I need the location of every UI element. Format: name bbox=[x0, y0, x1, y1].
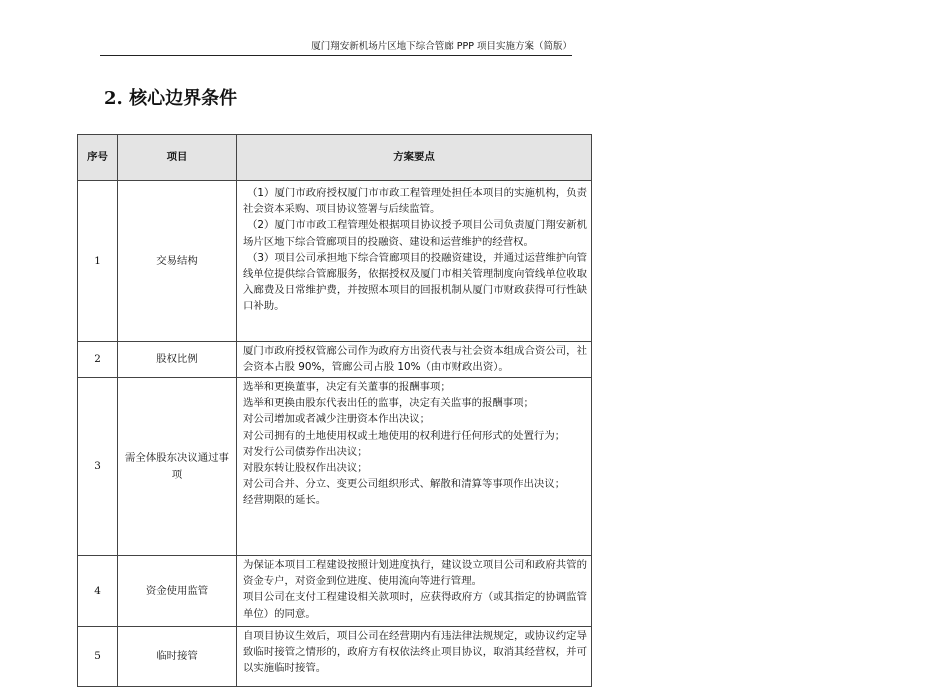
table-row bbox=[78, 556, 592, 627]
row-item: 股权比例 bbox=[118, 342, 237, 378]
row-content bbox=[237, 342, 592, 378]
table-header-row bbox=[78, 135, 592, 181]
content-paragraph: 自项目协议生效后，项目公司在经营期内有违法律法规规定，或协议约定导致临时接管之情形的，政府方有权依法终止项目协议，取消其经营权，并可以实施临时接管。 bbox=[243, 630, 587, 675]
row-content bbox=[237, 556, 592, 627]
row-item: 资金使用监管 bbox=[118, 556, 237, 627]
content-paragraph: 项目公司在支付工程建设相关款项时，应获得政府方（或其指定的协调监管单位）的同意。 bbox=[243, 591, 587, 620]
row-content bbox=[237, 181, 592, 342]
table-row bbox=[78, 378, 592, 556]
row-number: 3 bbox=[78, 378, 118, 556]
column-header-item: 项目 bbox=[118, 135, 237, 181]
section-heading bbox=[104, 84, 237, 110]
table-row bbox=[78, 181, 592, 342]
row-number: 4 bbox=[78, 556, 118, 627]
content-paragraph: 对公司拥有的土地使用权或土地使用的权利进行任何形式的处置行为； bbox=[243, 429, 566, 442]
content-paragraph: 对股东转让股权作出决议； bbox=[243, 462, 368, 475]
content-paragraph: 对发行公司债券作出决议； bbox=[243, 445, 368, 458]
content-paragraph: 厦门市政府授权管廊公司作为政府方出资代表与社会资本组成合资公司，社会资本占股 90%，管廊公司占股 10%（由市财政出资）。 bbox=[243, 345, 587, 374]
row-number: 1 bbox=[78, 181, 118, 342]
content-paragraph: 选举和更换董事，决定有关董事的报酬事项； bbox=[243, 381, 451, 393]
table-row bbox=[78, 342, 592, 378]
content-paragraph: 对公司合并、分立、变更公司组织形式、解散和清算等事项作出决议； bbox=[243, 478, 566, 491]
content-paragraph: （3）项目公司承担地下综合管廊项目的投融资建设，并通过运营维护向管线单位提供综合管廊服务，依据授权及厦门市相关管理制度向管线单位收取入廊费及日常维护费，并按照本项目的回报机制从厦门市财政获得可行性缺口补助。 bbox=[243, 251, 587, 313]
header-rule bbox=[100, 55, 572, 56]
content-paragraph: 为保证本项目工程建设按照计划进度执行，建议设立项目公司和政府共管的资金专户，对资金到位进度、使用流向等进行管理。 bbox=[243, 559, 587, 588]
content-paragraph: 选举和更换由股东代表出任的监事，决定有关监事的报酬事项； bbox=[243, 397, 534, 410]
table-row bbox=[78, 627, 592, 687]
row-item: 需全体股东决议通过事项 bbox=[118, 378, 237, 556]
row-content bbox=[237, 627, 592, 687]
row-item: 交易结构 bbox=[118, 181, 237, 342]
row-item: 临时接管 bbox=[118, 627, 237, 687]
row-number: 2 bbox=[78, 342, 118, 378]
row-content bbox=[237, 378, 592, 556]
section-title: 核心边界条件 bbox=[129, 88, 238, 109]
content-paragraph: 对公司增加或者减少注册资本作出决议； bbox=[243, 413, 431, 426]
content-paragraph: 经营期限的延长。 bbox=[243, 494, 327, 507]
column-header-points: 方案要点 bbox=[237, 135, 592, 181]
boundary-conditions-table bbox=[77, 134, 592, 687]
content-paragraph: （1）厦门市政府授权厦门市市政工程管理处担任本项目的实施机构，负责社会资本采购、项目协议签署与后续监管。 bbox=[243, 187, 587, 216]
content-paragraph: （2）厦门市市政工程管理处根据项目协议授予项目公司负责厦门翔安新机场片区地下综合管廊项目的投融资、建设和运营维护的经营权。 bbox=[243, 219, 587, 248]
row-number: 5 bbox=[78, 627, 118, 687]
section-number: 2. bbox=[104, 88, 123, 109]
running-header: 厦门翔安新机场片区地下综合管廊 PPP 项目实施方案（简版） bbox=[311, 41, 572, 52]
column-header-no: 序号 bbox=[78, 135, 118, 181]
